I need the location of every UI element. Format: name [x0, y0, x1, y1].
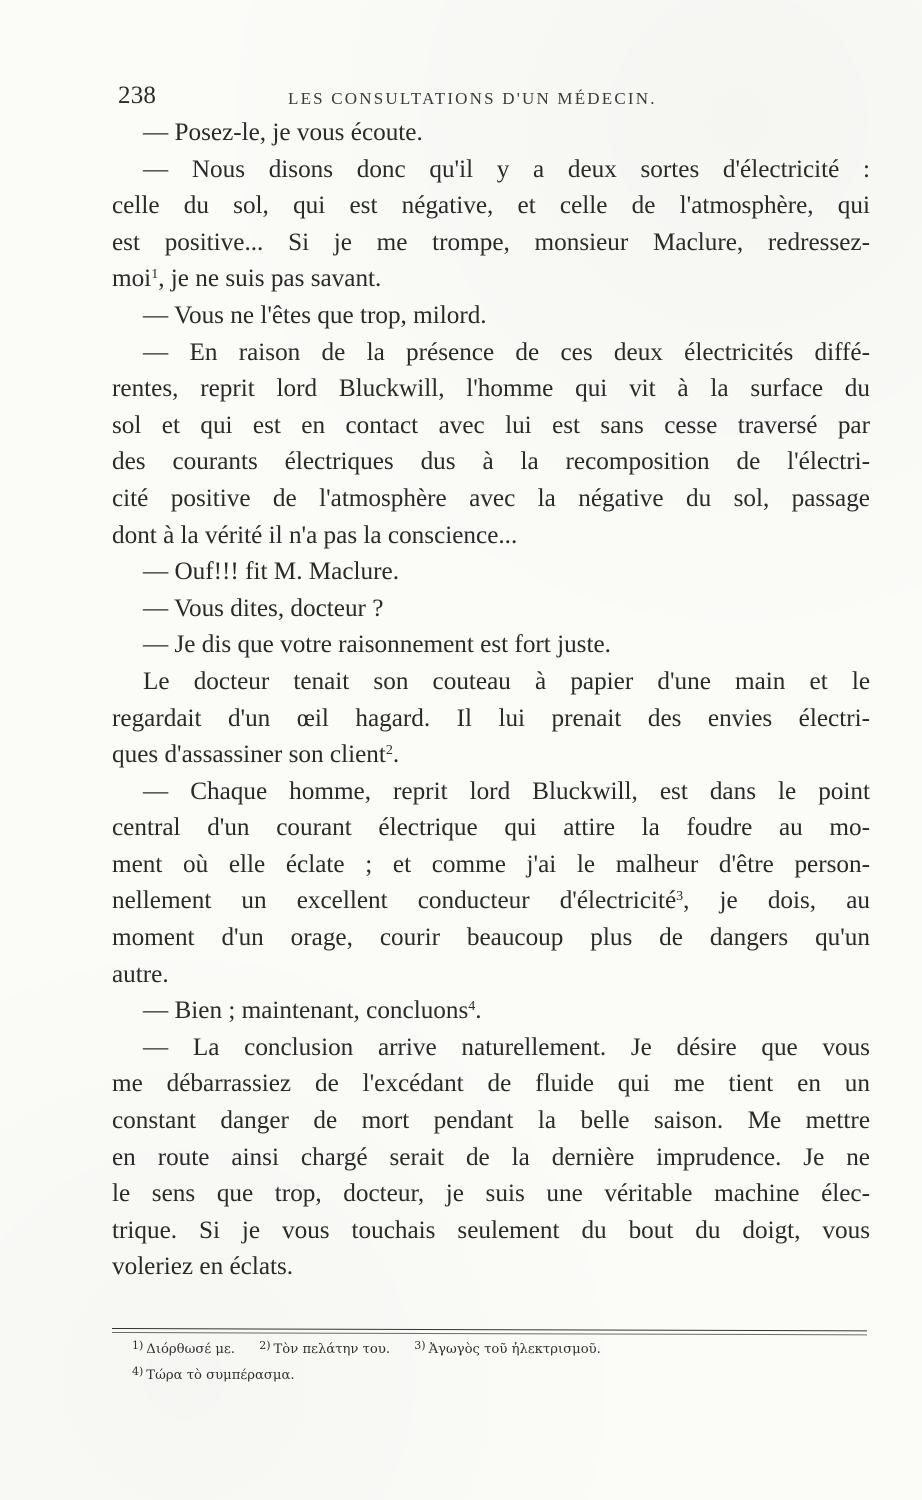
footnote-text: Τώρα τὸ συμπέρασμα. — [146, 1368, 295, 1383]
footnote-number: 3) — [414, 1339, 426, 1352]
text-line: voleriez en éclats. — [112, 1253, 294, 1281]
footnotes — [132, 1337, 867, 1389]
text-line: est positive... Si je me trompe, monsieur Maclure, redressez- — [112, 228, 870, 256]
footnote-number: 4) — [132, 1365, 144, 1378]
footnote-marker: 4 — [468, 999, 476, 1015]
main-text — [112, 115, 870, 1286]
text-line: cité positive de l'atmosphère avec la négative du sol, passage — [112, 484, 870, 512]
text-fragment: . — [475, 997, 482, 1025]
footnote-text: Τὸν πελάτην του. — [273, 1342, 391, 1357]
footnote-number: 1) — [132, 1339, 144, 1352]
footnote — [259, 1337, 390, 1363]
text-line: central d'un courant électrique qui attire la foudre au mo- — [112, 814, 870, 842]
text-line: moment d'un orage, courir beaucoup plus de dangers qu'un — [112, 924, 870, 952]
footnote-marker: 3 — [676, 889, 684, 905]
text-fragment: , je dois, au — [683, 887, 870, 915]
text-line: rentes, reprit lord Bluckwill, l'homme qui vit à la surface du — [112, 375, 870, 403]
text-line: en route ainsi chargé serait de la dernière imprudence. Je ne — [112, 1143, 870, 1171]
footnote-rule-secondary — [112, 1332, 867, 1335]
text-line: — Vous dites, docteur ? — [143, 594, 384, 622]
text-line: — Ouf!!! fit M. Maclure. — [143, 558, 399, 586]
text-line-with-footnote — [112, 883, 870, 920]
text-line: le sens que trop, docteur, je suis une véritable machine élec- — [112, 1180, 870, 1208]
footnote-marker: 2 — [385, 743, 393, 759]
text-line: dont à la vérité il n'a pas la conscience... — [112, 521, 518, 549]
page-number: 238 — [118, 82, 157, 109]
text-line: celle du sol, qui est négative, et celle de l'atmosphère, qui — [112, 192, 870, 220]
footnote — [132, 1337, 235, 1363]
footnote-line — [132, 1337, 867, 1363]
text-line-with-footnote — [112, 737, 870, 774]
text-fragment: — Bien ; maintenant, concluons — [143, 997, 469, 1025]
footnote — [132, 1363, 295, 1389]
text-line: autre. — [112, 960, 169, 988]
page-header — [118, 82, 868, 116]
text-line: sol et qui est en contact avec lui est sans cesse traversé par — [112, 411, 870, 439]
text-line: — Nous disons donc qu'il y a deux sortes d'électricité : — [143, 155, 870, 183]
footnote-number: 2) — [259, 1339, 271, 1352]
footnote-line — [132, 1363, 867, 1389]
footnote-rule — [112, 1328, 867, 1331]
text-fragment: , je ne suis pas savant. — [158, 265, 382, 293]
footnote-marker: 1 — [151, 267, 159, 283]
text-line: — Je dis que votre raisonnement est fort juste. — [143, 631, 611, 659]
text-line: ment où elle éclate ; et comme j'ai le malheur d'être person- — [112, 850, 870, 878]
text-line: trique. Si je vous touchais seulement du bout du doigt, vous — [112, 1216, 870, 1244]
text-line: regardait d'un œil hagard. Il lui prenait des envies électri- — [112, 704, 870, 732]
footnote-text: Διόρθωσέ με. — [146, 1342, 235, 1357]
text-line: — Vous ne l'êtes que trop, milord. — [143, 301, 487, 329]
text-line: Le docteur tenait son couteau à papier d'une main et le — [143, 667, 870, 695]
text-line: — En raison de la présence de ces deux électricités diffé- — [143, 338, 870, 366]
text-fragment: nellement un excellent conducteur d'électricité — [112, 887, 677, 915]
text-line: constant danger de mort pendant la belle saison. Me mettre — [112, 1107, 870, 1135]
text-line-with-footnote — [112, 261, 870, 298]
text-fragment: moi — [112, 265, 152, 293]
text-line-with-footnote — [112, 993, 870, 1030]
text-line: me débarrassiez de l'excédant de fluide qui me tient en un — [112, 1070, 870, 1098]
running-title: LES CONSULTATIONS D'UN MÉDECIN. — [288, 89, 657, 108]
text-line: des courants électriques dus à la recomposition de l'électri- — [112, 448, 870, 476]
text-line: — La conclusion arrive naturellement. Je désire que vous — [143, 1033, 870, 1061]
text-line: — Posez-le, je vous écoute. — [143, 119, 423, 146]
footnote — [414, 1337, 601, 1363]
footnote-text: Ἀγωγὸς τοῦ ἠλεκτρισμοῦ. — [428, 1342, 601, 1357]
text-fragment: . — [392, 741, 400, 769]
text-line: — Chaque homme, reprit lord Bluckwill, est dans le point — [143, 777, 870, 805]
text-fragment: ques d'assassiner son client — [112, 741, 386, 769]
